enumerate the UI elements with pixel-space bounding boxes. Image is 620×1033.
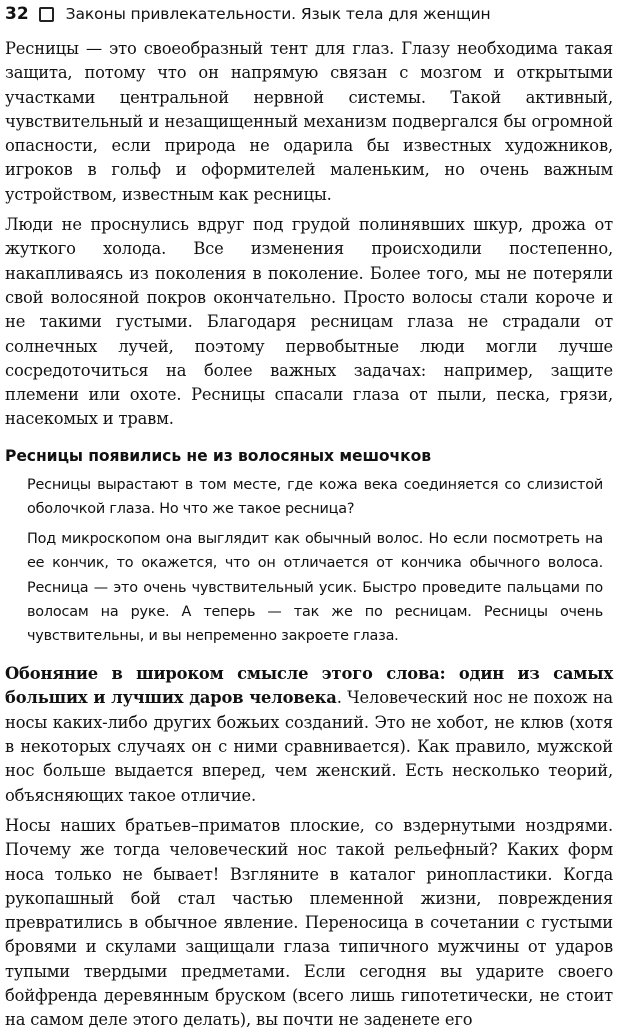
- running-header-title: Законы привлекательности. Язык тела для женщин: [65, 5, 491, 23]
- sidebar-paragraph: Ресницы вырастают в том месте, где кожа века соединяется со слизистой оболочкой глаза. Но что же такое ресница?: [27, 476, 603, 517]
- book-page: [0, 1, 620, 1030]
- section-lead-text: . Человеческий нос не похож на носы каких-либо других божьих созданий. Это не хобот, не клюв (хотя в некоторых случаях он с ними сравнивается). Как правило, мужской нос больше выдается вперед, чем женский. Есть несколько теорий, объясняющих такое отличие.: [5, 688, 613, 805]
- checkbox-square-icon: [39, 7, 54, 22]
- sidebar-body: [5, 473, 613, 648]
- running-header: [5, 1, 613, 27]
- sidebar-title: Ресницы появились не из волосяных мешочков: [5, 446, 432, 465]
- sidebar-paragraph: Под микроскопом она выглядит как обычный волос. Но если посмотреть на ее кончик, то окажется, что он отличается от кончика обычного волоса. Ресница — это очень чувствительный усик. Быстро проведите пальцами по волосам на руке. А теперь — так же по ресницам. Ресницы очень чувствительны, и вы непременно закроете глаза.: [27, 531, 603, 644]
- paragraph-eyelashes: Ресницы — это своеобразный тент для глаз. Глазу необходима такая защита, потому что он напрямую связан с мозгом и открытыми участками центральной нервной системы. Такой активный, чувствительный и незащищенный механизм подвергался бы огромной опасности, если природа не одарила бы известных художников, игроков в гольф и оформителей маленьким, но очень важным устройством, известным как ресницы.: [5, 39, 613, 204]
- paragraph-noses: Носы наших братьев–приматов плоские, со вздернутыми ноздрями. Почему же тогда человеческий нос такой рельефный? Каких форм носа только не бывает! Взгляните в каталог ринопластики. Когда рукопашный бой стал частью племенной жизни, повреждения превратились в обычное явление. Переносица в сочетании с густыми бровями и скулами защищали глаза типичного мужчины от ударов тупыми твердыми предметами. Если сегодня вы ударите своего бойфренда деревянным бруском (всего лишь гипотетически, не стоит на самом деле этого делать), вы почти не заденете его: [5, 815, 613, 1030]
- page-number: 32: [5, 4, 29, 24]
- section-lead-heading: Обоняние в широком смысле этого слова: один из самых больших и лучших даров человека: [5, 664, 613, 708]
- paragraph-smell: [5, 662, 613, 808]
- paragraph-evolution: Люди не проснулись вдруг под грудой полинявших шкур, дрожа от жуткого холода. Все изменения происходили постепенно, накапливаясь из поколения в поколение. Более того, мы не потеряли свой волосяной покров окончательно. Просто волосы стали короче и не такими густыми. Благодаря ресницам глаза не страдали от солнечных лучей, поэтому первобытные люди могли лучше сосредоточиться на более важных задачах: например, защите племени или охоте. Ресницы спасали глаза от пыли, песка, грязи, насекомых и травм.: [5, 215, 613, 429]
- sidebar-box: [5, 445, 613, 648]
